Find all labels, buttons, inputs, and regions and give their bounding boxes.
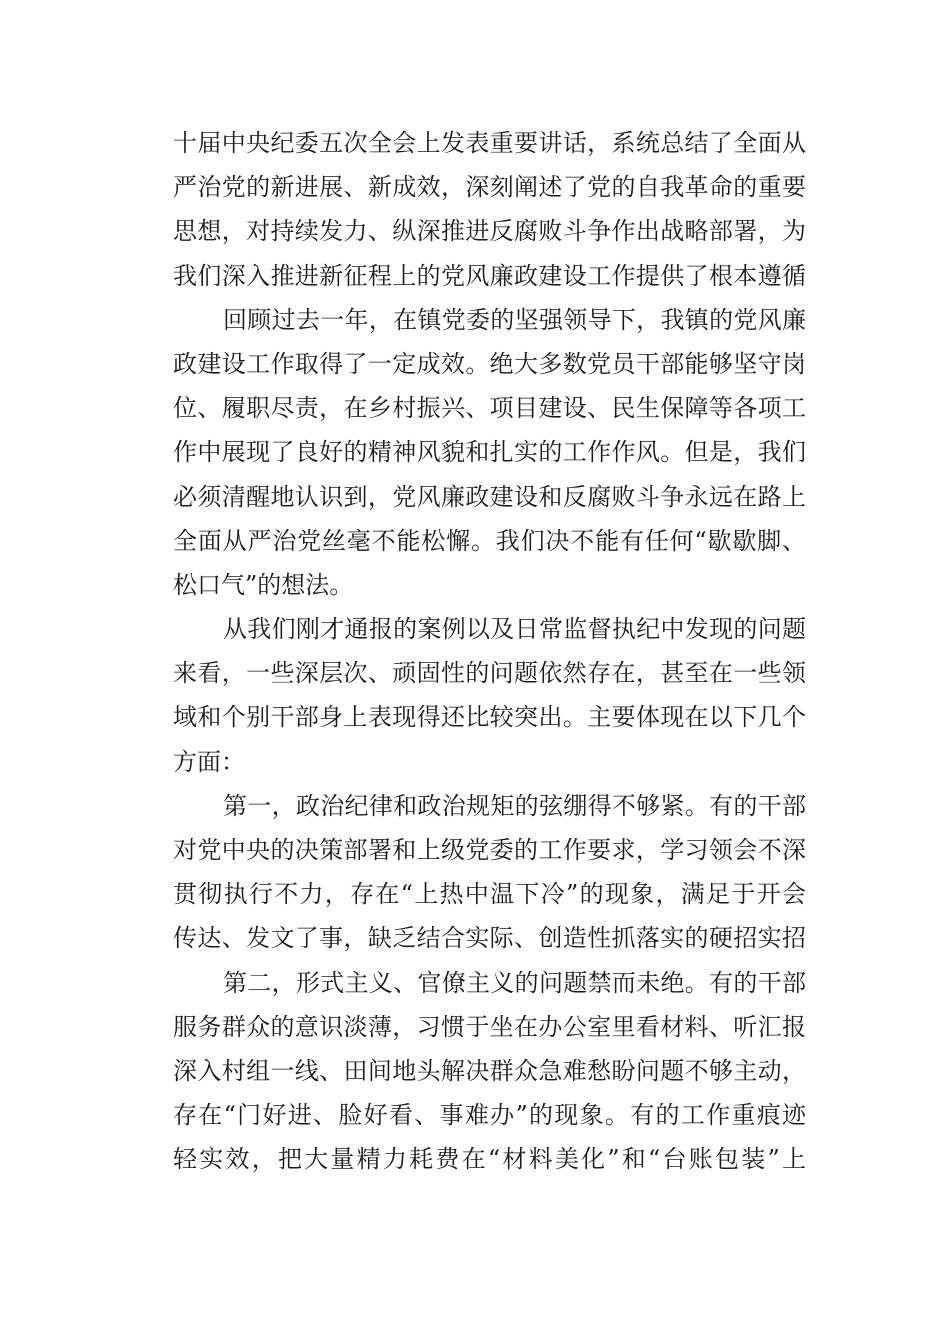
text-line: 严治党的新进展、新成效，深刻阐述了党的自我革命的重要 — [173, 173, 806, 202]
paragraph — [173, 121, 806, 298]
text-line: 来看，一些深层次、顽固性的问题依然存在，甚至在一些领 — [173, 659, 806, 688]
text-line: 存在“门好进、脸好看、事难办”的现象。有的工作重痕迹 — [173, 1101, 806, 1130]
text-line: 我们深入推进新征程上的党风廉政建设工作提供了根本遵循 — [173, 261, 806, 290]
text-line: 松口气”的想法。 — [173, 570, 354, 599]
text-line: 服务群众的意识淡薄，习惯于坐在办公室里看材料、听汇报 — [173, 1012, 806, 1041]
paragraph — [173, 784, 806, 961]
text-line: 方面： — [173, 747, 245, 776]
text-line: 作中展现了良好的精神风貌和扎实的工作作风。但是，我们 — [173, 438, 806, 467]
text-line: 全面从严治党丝毫不能松懈。我们决不能有任何“歇歇脚、 — [173, 526, 806, 555]
text-line: 从我们刚才通报的案例以及日常监督执纪中发现的问题 — [223, 615, 806, 644]
text-line: 思想，对持续发力、纵深推进反腐败斗争作出战略部署，为 — [173, 217, 806, 246]
text-line: 位、履职尽责，在乡村振兴、项目建设、民生保障等各项工 — [173, 394, 806, 423]
paragraph — [173, 961, 806, 1182]
paragraph — [173, 607, 806, 784]
text-line: 轻实效，把大量精力耗费在“材料美化”和“台账包装”上 — [173, 1145, 806, 1174]
text-line: 贯彻执行不力，存在“上热中温下冷”的现象，满足于开会 — [173, 880, 806, 909]
text-line: 域和个别干部身上表现得还比较突出。主要体现在以下几个 — [173, 703, 806, 732]
document-body — [173, 121, 806, 1182]
text-line: 对党中央的决策部署和上级党委的工作要求，学习领会不深 — [173, 836, 806, 864]
text-line: 回顾过去一年，在镇党委的坚强领导下，我镇的党风廉 — [223, 305, 806, 334]
text-line: 十届中央纪委五次全会上发表重要讲话，系统总结了全面从 — [173, 129, 806, 157]
text-line: 必须清醒地认识到，党风廉政建设和反腐败斗争永远在路上 — [173, 482, 806, 511]
paragraph — [173, 298, 806, 607]
text-line: 政建设工作取得了一定成效。绝大多数党员干部能够坚守岗 — [173, 349, 806, 378]
text-line: 第二，形式主义、官僚主义的问题禁而未绝。有的干部 — [223, 968, 806, 997]
text-line: 第一，政治纪律和政治规矩的弦绷得不够紧。有的干部 — [223, 791, 806, 820]
text-line: 深入村组一线、田间地头解决群众急难愁盼问题不够主动， — [173, 1056, 806, 1085]
text-line: 传达、发文了事，缺乏结合实际、创造性抓落实的硬招实招 — [173, 924, 806, 953]
